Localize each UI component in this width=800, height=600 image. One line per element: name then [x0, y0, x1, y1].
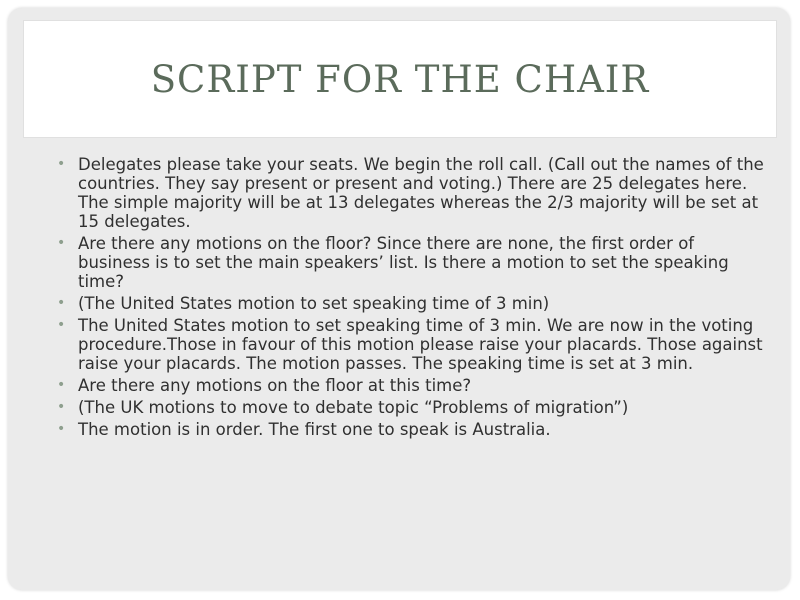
title-box	[23, 20, 777, 138]
bullet-item-4	[57, 316, 765, 373]
bullet-icon: •	[57, 156, 66, 172]
bullet-icon: •	[57, 399, 66, 415]
bullet-item-1	[57, 155, 765, 231]
bullet-item-2	[57, 234, 765, 291]
bullet-text: Are there any motions on the floor? Since there are none, the first order of business is to set the main speakers’ list. Is there a motion to set the speaking time?	[78, 234, 729, 291]
bullet-item-7	[57, 420, 765, 439]
bullet-icon: •	[57, 317, 66, 333]
bullet-icon: •	[57, 377, 66, 393]
bullet-text: The motion is in order. The first one to speak is Australia.	[78, 420, 551, 439]
bullet-text: The United States motion to set speaking time of 3 min. We are now in the voting procedure.Those in favour of this motion please raise your placards. Those against raise your placards. The motion passes. The speaking time is set at 3 min.	[78, 316, 763, 373]
bullet-text: Are there any motions on the floor at this time?	[78, 376, 472, 395]
slide-title: SCRIPT FOR THE CHAIR	[150, 58, 650, 101]
bullet-icon: •	[57, 295, 66, 311]
bullet-item-5	[57, 376, 765, 395]
bullet-text: (The United States motion to set speaking time of 3 min)	[78, 294, 550, 313]
bullet-icon: •	[57, 235, 66, 251]
bullet-item-3	[57, 294, 765, 313]
bullet-list	[57, 155, 765, 442]
bullet-icon: •	[57, 421, 66, 437]
bullet-text: (The UK motions to move to debate topic “Problems of migration”)	[78, 398, 629, 417]
bullet-item-6	[57, 398, 765, 417]
bullet-text: Delegates please take your seats. We begin the roll call. (Call out the names of the countries. They say present or present and voting.) There are 25 delegates here. The simple majority will be at 13 delegates whereas the 2/3 majority will be set at 15 delegates.	[78, 155, 764, 231]
